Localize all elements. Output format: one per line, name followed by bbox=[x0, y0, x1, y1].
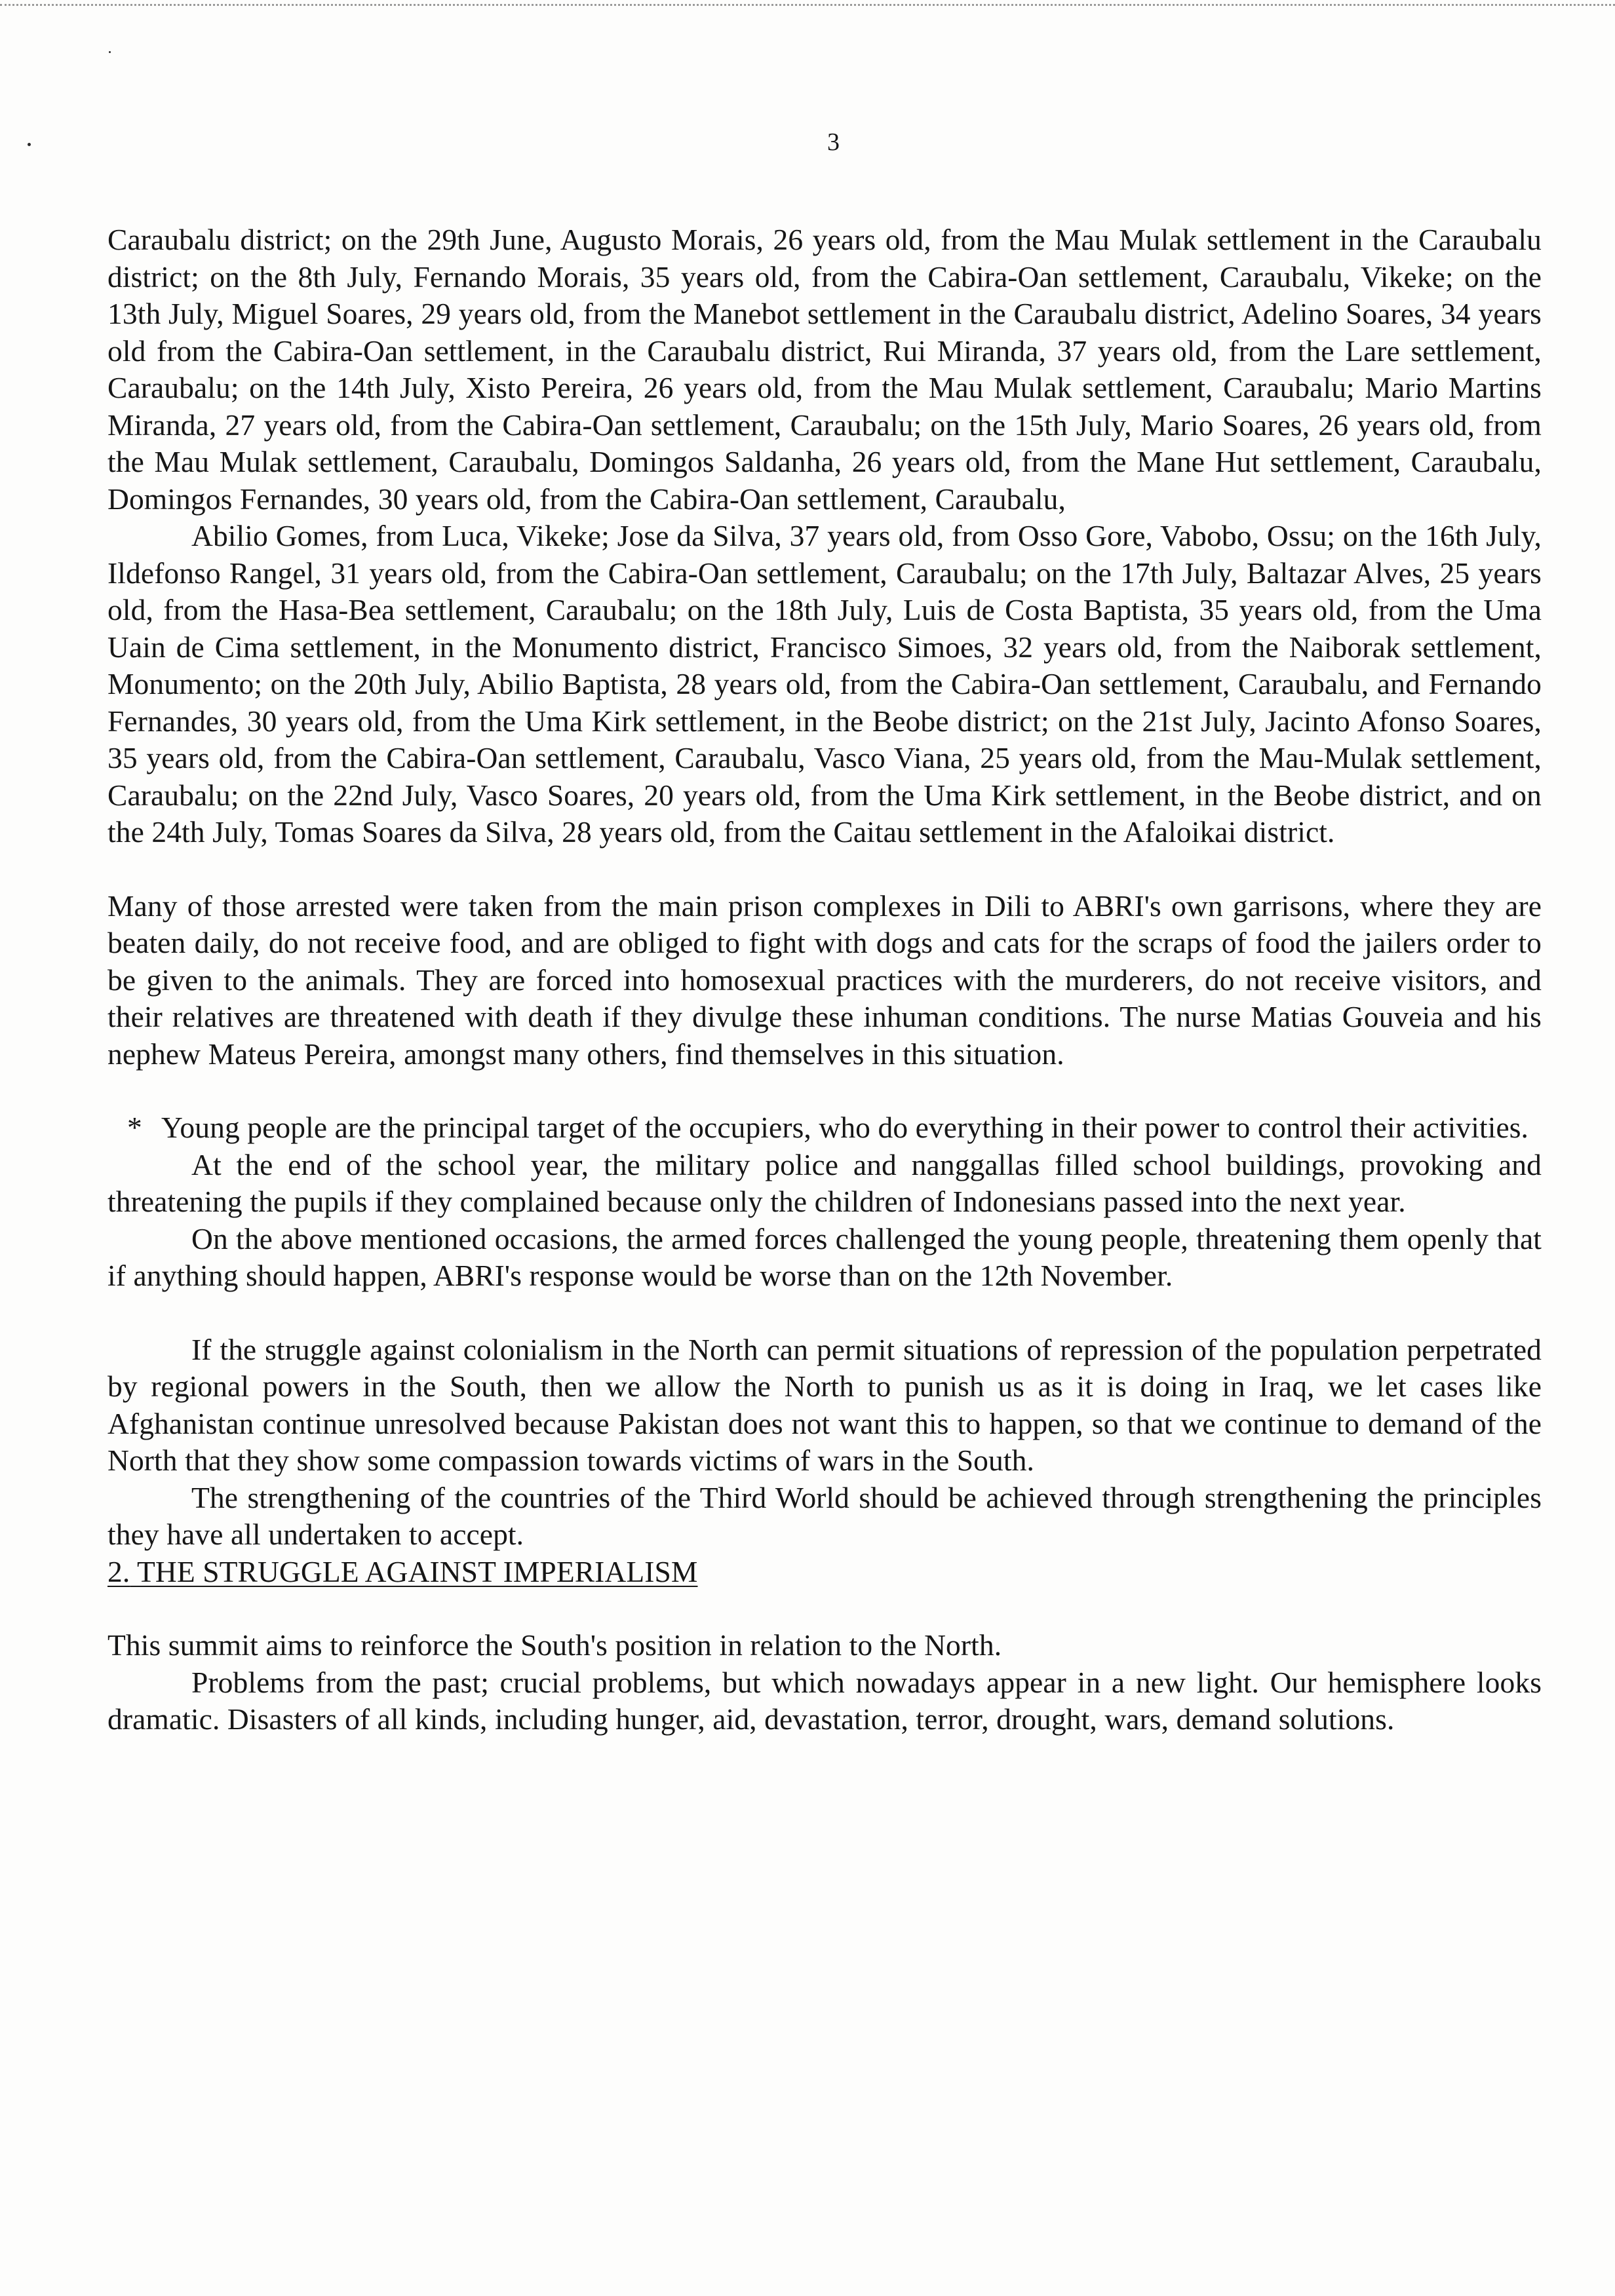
paragraph-school-year: At the end of the school year, the military police and nanggallas filled school buildings, provoking and threatening the pupils if they complained because only the children of Indonesians passed into the next year. bbox=[107, 1147, 1542, 1218]
paragraph-third-world: The strengthening of the countries of the Third World should be achieved through strengthening the principles they have all undertaken to accept. bbox=[107, 1480, 1542, 1551]
paragraph-struggle-colonialism: If the struggle against colonialism in the North can permit situations of repression of the population perpetrated by regional powers in the South, then we allow the North to punish us as it is doing in Iraq, we let cases like Afghanistan continue unresolved because Pakistan does not want this to happen, so that we continue to demand of the North that they show some compassion towards victims of wars in the South. bbox=[107, 1332, 1542, 1477]
scan-speck bbox=[109, 51, 111, 53]
paragraph-young-people bbox=[107, 1109, 1542, 1147]
section-heading-text: THE STRUGGLE AGAINST IMPERIALISM bbox=[136, 1554, 698, 1588]
section-heading bbox=[107, 1554, 1542, 1591]
paragraph-prison-conditions: Many of those arrested were taken from the main prison complexes in Dili to ABRI's own garrisons, where they are beaten daily, do not receive food, and are obliged to fight with dogs and cats for the scraps of food the jailers order to be given to the animals. They are forced into homosexual practices with the murderers, do not receive visitors, and their relatives are threatened with death if they divulge these inhuman conditions. The nurse Matias Gouveia and his nephew Mateus Pereira, amongst many others, find themselves in this situation. bbox=[107, 889, 1542, 1071]
scan-top-edge bbox=[0, 4, 1615, 6]
paragraph-summit: This summit aims to reinforce the South's position in relation to the North. bbox=[107, 1628, 1002, 1662]
asterisk-bullet: * bbox=[127, 1111, 142, 1144]
paragraph-arrests-list-1: Caraubalu district; on the 29th June, Augusto Morais, 26 years old, from the Mau Mulak settlement in the Caraubalu district; on the 8th July, Fernando Morais, 35 years old, from the Cabira-Oan settlement, Caraubalu, Vikeke; on the 13th July, Miguel Soares, 29 years old, from the Manebot settlement in the Caraubalu district, Adelino Soares, 34 years old from the Cabira-Oan settlement, in the Caraubalu district, Rui Miranda, 37 years old, from the Lare settlement, Caraubalu; on the 14th July, Xisto Pereira, 26 years old, from the Mau Mulak settlement, Caraubalu; Mario Martins Miranda, 27 years old, from the Cabira-Oan settlement, Caraubalu; on the 15th July, Mario Soares, 26 years old, from the Mau Mulak settlement, Caraubalu, Domingos Saldanha, 26 years old, from the Mane Hut settlement, Caraubalu, Domingos Fernandes, 30 years old, from the Cabira-Oan settlement, Caraubalu, bbox=[107, 223, 1542, 516]
document-body bbox=[107, 221, 1542, 1738]
section-heading-number: 2. bbox=[107, 1554, 130, 1588]
paragraph-problems: Problems from the past; crucial problems, but which nowadays appear in a new light. Our hemisphere looks dramatic. Disasters of all kinds, including hunger, aid, devastation, terror, drought, wars, demand solutions. bbox=[107, 1665, 1542, 1736]
scan-speck bbox=[28, 143, 31, 146]
paragraph-young-people-text: Young people are the principal target of the occupiers, who do everything in their power to control their activities. bbox=[161, 1111, 1529, 1144]
paragraph-arrests-list-2: Abilio Gomes, from Luca, Vikeke; Jose da Silva, 37 years old, from Osso Gore, Vabobo, Ossu; on the 16th July, Ildefonso Rangel, 31 years old, from the Cabira-Oan settlement, Caraubalu; on the 17th July, Baltazar Alves, 25 years old, from the Hasa-Bea settlement, Caraubalu; on the 18th July, Luis de Costa Baptista, 35 years old, from the Uma Uain de Cima settlement, in the Monumento district, Francisco Simoes, 32 years old, from the Naiborak settlement, Monumento; on the 20th July, Abilio Baptista, 28 years old, from the Cabira-Oan settlement, Caraubalu, and Fernando Fernandes, 30 years old, from the Uma Kirk settlement, in the Beobe district; on the 21st July, Jacinto Afonso Soares, 35 years old, from the Cabira-Oan settlement, Caraubalu, Vasco Viana, 25 years old, from the Mau-Mulak settlement, Caraubalu; on the 22nd July, Vasco Soares, 20 years old, from the Uma Kirk settlement, in the Beobe district, and on the 24th July, Tomas Soares da Silva, 28 years old, from the Caitau settlement in the Afaloikai district. bbox=[107, 519, 1542, 849]
page-number: 3 bbox=[827, 128, 840, 156]
paragraph-armed-forces: On the above mentioned occasions, the armed forces challenged the young people, threatening them openly that if anything should happen, ABRI's response would be worse than on the 12th November. bbox=[107, 1221, 1542, 1292]
